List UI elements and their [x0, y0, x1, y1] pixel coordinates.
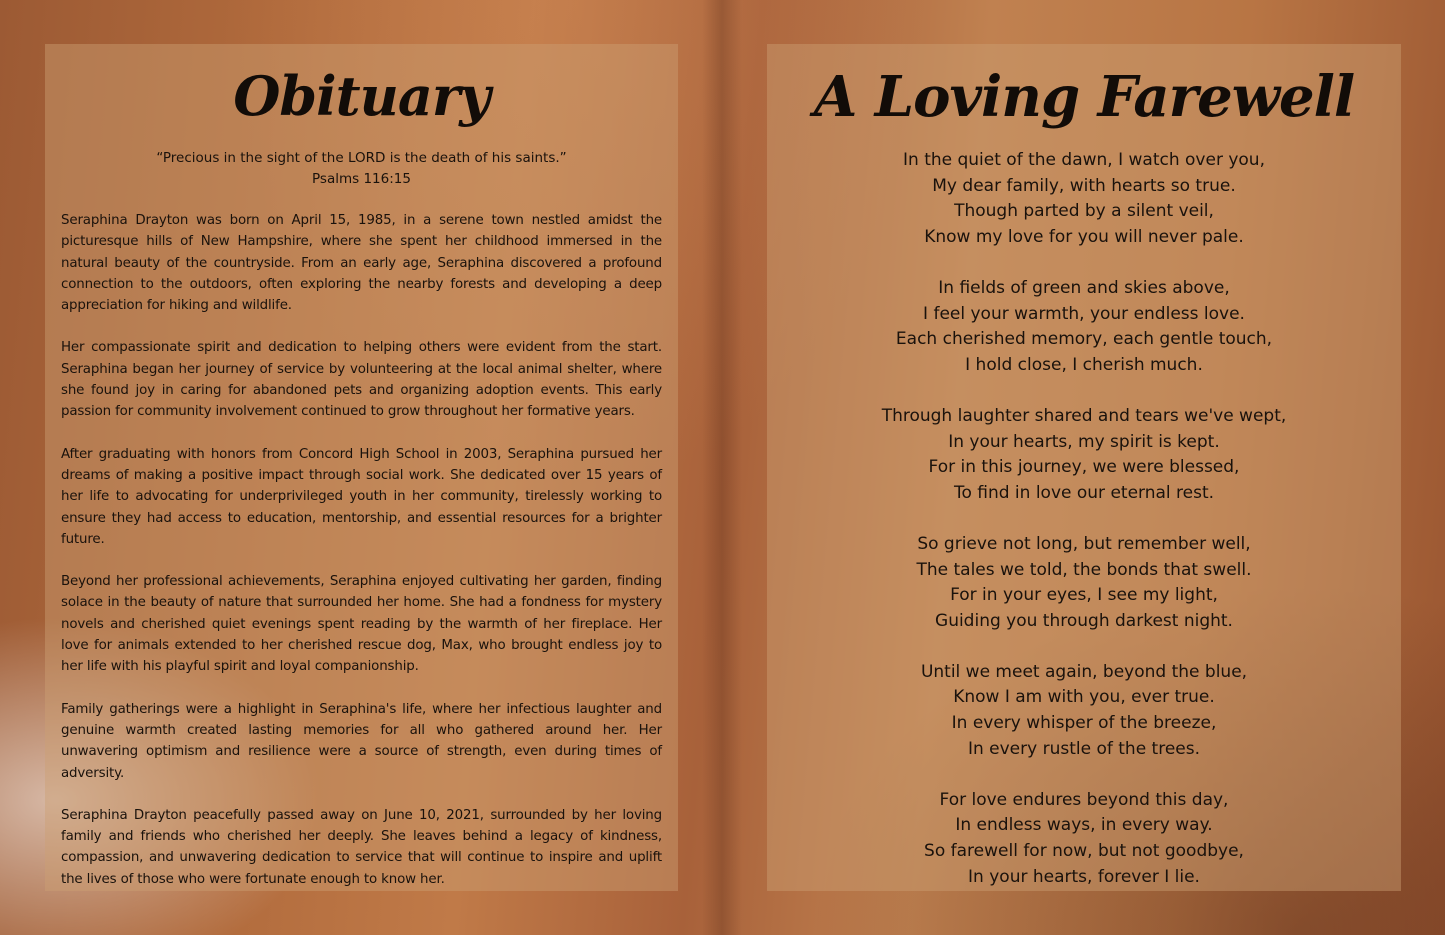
obituary-paragraph: Beyond her professional achievements, Seraphina enjoyed cultivating her garden, finding solace in the beauty of nature that surrounded her home. She had a fondness for mystery novels and cherished quiet evenings spent reading by the warmth of her fireplace. Her love for animals extended to her cherished rescue dog, Max, who brought endless joy to her life with his playful spirit and loyal companionship.	[61, 574, 662, 675]
poem-line: Through laughter shared and tears we've wept,	[881, 405, 1287, 426]
poem-stanza	[767, 148, 1401, 250]
poem-line: For in your eyes, I see my light,	[950, 585, 1218, 606]
obituary-paragraph: After graduating with honors from Concord High School in 2003, Seraphina pursued her dreams of making a positive impact through social work. She dedicated over 15 years of her life to advocating for underprivileged youth in her community, tirelessly working to ensure they had access to education, mentorship, and essential resources for a brighter future.	[61, 446, 662, 547]
poem-line: Know I am with you, ever true.	[953, 687, 1215, 708]
poem-line: In fields of green and skies above,	[938, 277, 1230, 298]
poem-line: So farewell for now, but not goodbye,	[924, 841, 1244, 862]
poem-line: In your hearts, my spirit is kept.	[948, 431, 1220, 452]
obituary-paragraph: Family gatherings were a highlight in Seraphina's life, where her infectious laughter and genuine warmth created lasting memories for all who gathered around her. Her unwavering optimism and resilience were a source of strength, even during times of adversity.	[61, 701, 662, 781]
poem-line: Each cherished memory, each gentle touch,	[895, 329, 1273, 350]
poem-line: For in this journey, we were blessed,	[928, 457, 1240, 478]
poem-line: In every rustle of the trees.	[967, 738, 1201, 759]
poem-stanza	[767, 404, 1401, 506]
poem-line: For love endures beyond this day,	[939, 789, 1229, 810]
obituary-paragraph: Seraphina Drayton was born on April 15, 1985, in a serene town nestled amidst the picturesque hills of New Hampshire, where she spent her childhood immersed in the natural beauty of the countryside. From an early age, Seraphina discovered a profound connection to the outdoors, often exploring the nearby forests and developing a deep appreciation for hiking and wildlife.	[61, 213, 662, 314]
poem-stanza	[767, 532, 1401, 634]
scripture-verse	[61, 148, 662, 190]
farewell-poem	[767, 148, 1401, 890]
verse-quote: “Precious in the sight of the LORD is the death of his saints.”	[156, 150, 567, 166]
poem-line: Until we meet again, beyond the blue,	[920, 661, 1248, 682]
farewell-panel	[767, 44, 1401, 891]
poem-line: In every whisper of the breeze,	[951, 713, 1217, 734]
verse-reference: Psalms 116:15	[312, 171, 411, 187]
poem-line: In your hearts, forever I lie.	[968, 866, 1200, 887]
obituary-title: Obituary	[233, 64, 490, 128]
poem-line: Guiding you through darkest night.	[935, 610, 1233, 631]
poem-line: The tales we told, the bonds that swell.	[916, 559, 1252, 580]
poem-line: To find in love our eternal rest.	[953, 482, 1215, 503]
poem-line: So grieve not long, but remember well,	[917, 533, 1251, 554]
obituary-body	[61, 210, 662, 890]
poem-line: In the quiet of the dawn, I watch over you,	[903, 150, 1265, 170]
poem-line: In endless ways, in every way.	[955, 815, 1213, 836]
page-fold	[702, 0, 742, 935]
poem-line: My dear family, with hearts so true.	[932, 175, 1236, 196]
obituary-paragraph: Seraphina Drayton peacefully passed away on June 10, 2021, surrounded by her loving family and friends who cherished her deeply. She leaves behind a legacy of kindness, compassion, and unwavering dedication to service that will continue to inspire and uplift the lives of those who were fortunate enough to know her.	[61, 807, 662, 887]
farewell-title: A Loving Farewell	[813, 64, 1355, 130]
poem-stanza	[767, 660, 1401, 762]
obituary-paragraph: Her compassionate spirit and dedication to helping others were evident from the start. Seraphina began her journey of service by volunteering at the local animal shelter, where she found joy in caring for abandoned pets and organizing adoption events. This early passion for community involvement continued to grow throughout her formative years.	[61, 340, 662, 420]
poem-line: I feel your warmth, your endless love.	[923, 303, 1245, 324]
poem-stanza	[767, 276, 1401, 378]
poem-line: I hold close, I cherish much.	[965, 354, 1203, 375]
poem-stanza	[767, 788, 1401, 890]
poem-line: Though parted by a silent veil,	[954, 201, 1214, 222]
poem-line: Know my love for you will never pale.	[924, 226, 1244, 247]
obituary-panel	[45, 44, 678, 891]
